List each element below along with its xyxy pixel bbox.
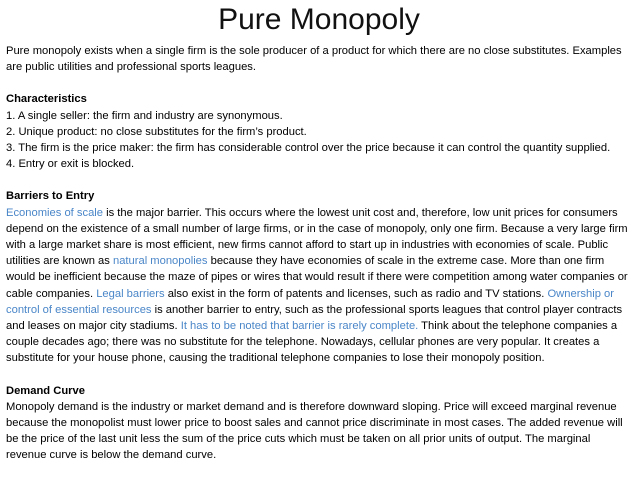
demand-heading: Demand Curve xyxy=(6,384,85,397)
highlight-barrier-rarely-complete: It has to be noted that barrier is rarely complete. xyxy=(180,320,419,333)
highlight-legal-barriers: Legal barriers xyxy=(96,287,165,300)
barriers-heading: Barriers to Entry xyxy=(6,190,95,203)
characteristic-item: 1. A single seller: the firm and industry are synonymous. xyxy=(6,109,283,122)
barriers-text: Think about the telephone companies a couple decades ago; there was no substitute for the telephone. Nowadays, cellular phones are very popular. It creates a substitute for your house phone, causing the traditional telephone companies to lose their monopoly position. xyxy=(6,320,618,365)
highlight-natural-monopolies: natural monopolies xyxy=(112,255,208,268)
characteristics-heading: Characteristics xyxy=(6,93,87,106)
slide-title: Pure Monopoly xyxy=(218,3,420,36)
characteristic-item: 2. Unique product: no close substitutes for the firm’s product. xyxy=(6,125,307,138)
barriers-text: is another barrier to entry, such as the professional sports leagues that control player contracts and leases on major city stadiums. xyxy=(6,303,623,333)
highlight-economies-of-scale: Economies of scale xyxy=(6,206,104,219)
characteristic-item: 4. Entry or exit is blocked. xyxy=(6,158,135,171)
characteristic-item: 3. The firm is the price maker: the firm has considerable control over the price because it can control the quantity supplied. xyxy=(6,142,611,155)
barriers-text: also exist in the form of patents and licenses, such as radio and TV stations. xyxy=(164,287,548,300)
highlight-ownership-resources: Ownership or control of essential resources xyxy=(6,287,614,316)
slide-body xyxy=(6,43,632,464)
spacer xyxy=(6,367,632,383)
intro-paragraph: Pure monopoly exists when a single firm is the sole producer of a product for which there are no close substitutes. Examples are public utilities and professional sports leagues. xyxy=(6,45,622,74)
demand-paragraph: Monopoly demand is the industry or market demand and is therefore downward sloping. Price will exceed marginal revenue because the monopolist must lower price to boost sales and cannot price discriminate in most cases. The added revenue will be the price of the last unit less the sum of the price cuts which must be taken on all prior units of output. The marginal revenue curve is below the demand curve. xyxy=(6,400,623,462)
barriers-text: is the major barrier. This occurs where the lowest unit cost and, therefore, low unit prices for consumers depend on the existence of a small number of large firms, or in the case of monopoly, only one firm. Because a very large firm with a large market share is most efficient, new firms cannot afford to start up in industries with economies of scale. Public utilities are known as xyxy=(6,206,628,268)
spacer xyxy=(6,172,632,188)
spacer xyxy=(6,75,632,91)
barriers-paragraph xyxy=(6,205,632,367)
barriers-text: because they have economies of scale in the extreme case. More than one firm would be inefficient because the maze of pipes or wires that would result if there were competition among water companies or cable companies. xyxy=(6,255,628,300)
